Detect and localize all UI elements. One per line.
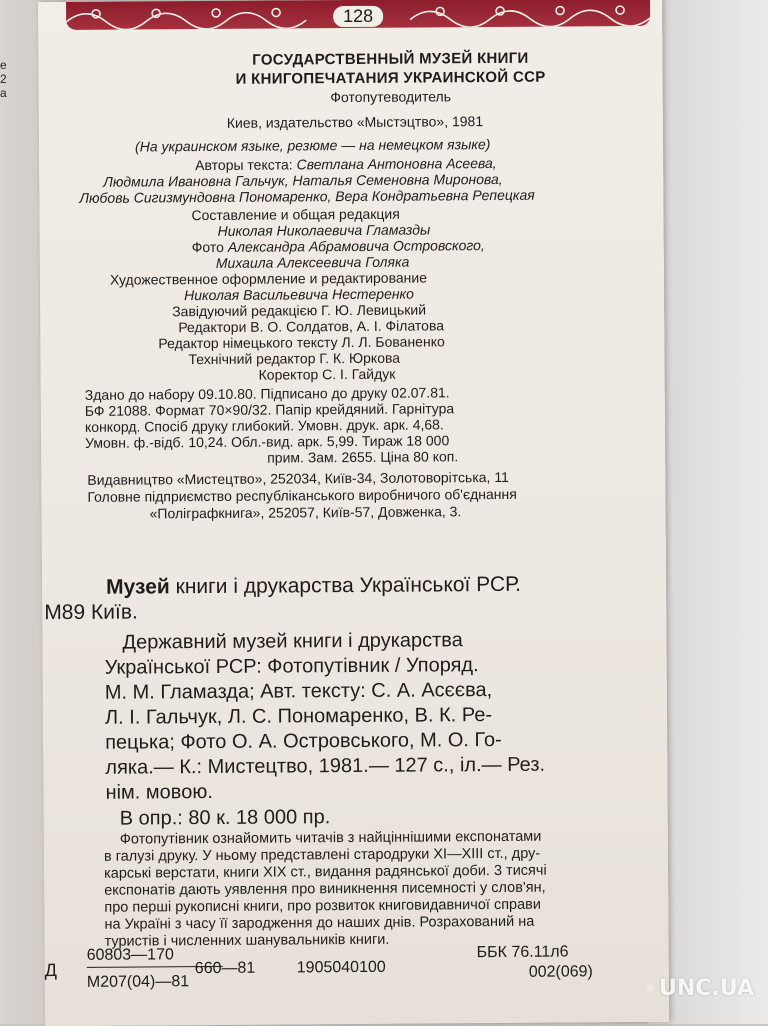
price-line: В опр.: 80 к. 18 000 пр. xyxy=(119,806,331,830)
bbk-code: ББК 76.11л6 xyxy=(476,943,569,962)
watermark xyxy=(646,968,754,1008)
desc-line-5: пецька; Фото О. А. Островського, М. О. Го- xyxy=(105,728,502,754)
catalog-index-line xyxy=(44,599,138,626)
art-label: Художественное оформление и редактирование xyxy=(109,269,428,288)
desc-line-6: ляка.— К.: Мистецтво, 1981.— 127 с., іл.— Рез. xyxy=(105,753,546,779)
photo-name-1: Александра Абрамовича Островского, xyxy=(227,237,485,255)
desc-line-3: М. М. Гламазда; Авт. тексту: С. А. Асєєва, xyxy=(104,679,493,704)
summary-line-4: експонатів дають уявлення про виникнення писемності у слов'ян, xyxy=(104,879,546,899)
german-editor: Редактор німецького тексту Л. Л. Бованенко xyxy=(158,333,445,352)
author-1: Светлана Антоновна Асеева, xyxy=(296,154,497,173)
code-letter: Д xyxy=(44,960,58,981)
title-line-2: И КНИГОПЕЧАТАНИЯ УКРАИНСКОЙ ССР xyxy=(235,68,546,88)
authors-line-3: Любовь Сигизмундовна Пономаренко, Вера Кондратьевна Репецкая xyxy=(79,186,535,206)
code-2: 660—81 xyxy=(194,959,256,978)
code-denominator: М207(04)—81 xyxy=(86,973,190,991)
desc-line-7: нім. мовою. xyxy=(105,780,213,804)
compilation-name-text: Николая Николаевича Гламазды xyxy=(217,221,431,239)
desc-line-1: Державний музей книги і друкарства xyxy=(122,629,463,654)
catalog-index: М89 xyxy=(44,600,86,625)
summary-line-7: туристів і численних шанувальників книги. xyxy=(104,931,390,950)
authors-line-2: Людмила Ивановна Гальчук, Наталья Семеновна Миронова, xyxy=(103,170,503,190)
city-line: Киев, издательство «Мыстэцтво», 1981 xyxy=(226,113,484,131)
edge-char: е xyxy=(0,58,7,72)
code-numerator: 60803—170 xyxy=(86,946,174,964)
authors-label: Авторы текста: xyxy=(195,156,293,174)
header-block xyxy=(160,48,620,107)
summary-line-2: в галузі друку. У ньому представлені стародруки XI—XIII ст., дру- xyxy=(103,845,541,865)
print-line-4: Умовн. ф.-відб. 10,24. Обл.-вид. арк. 5,99. Тираж 18 000 xyxy=(85,432,450,451)
desc-line-2: Української РСР: Фотопутівник / Упоряд. xyxy=(104,654,479,679)
bbk-code-2: 002(069) xyxy=(528,963,593,981)
subtitle: Фотопутеводитель xyxy=(330,88,452,106)
book-page xyxy=(38,0,669,1026)
print-line-5: прим. Зам. 2655. Ціна 80 коп. xyxy=(267,448,459,466)
catalog-heading xyxy=(106,572,521,601)
edge-char: 2 xyxy=(0,72,7,86)
adjacent-page-edge xyxy=(0,58,12,100)
code-3: 1905040100 xyxy=(296,958,386,977)
summary-line-6: на Україні з часу її зародження до наших днів. Розрахований на xyxy=(104,913,535,933)
catalog-heading-rest: книги і друкарства Української РСР. xyxy=(175,572,522,599)
head-editor: Завідуючий редакцією Г. Ю. Левицький xyxy=(172,301,427,320)
print-line-3: конкорд. Спосіб друку глибокий. Умовн. друк. арк. 4,68. xyxy=(84,416,444,435)
photo-label: Фото xyxy=(191,238,224,256)
print-line-2: БФ 21088. Формат 70×90/32. Папір крейдяний. Гарнітура xyxy=(84,400,455,419)
summary-line-1: Фотопутівник ознайомить читачів з найціннішими експонатами xyxy=(119,828,542,848)
edge-char: а xyxy=(0,86,7,100)
publisher-line-2: Головне підприємство республіканського виробничого об'єднання xyxy=(87,485,517,505)
watermark-star-icon xyxy=(646,977,655,999)
summary-line-3: карські верстати, книги XIX ст., видання радянської доби. 3 тисячі xyxy=(104,862,547,882)
publisher-line-1: Видавництво «Мистецтво», 252034, Київ-34, Золотоворітська, 11 xyxy=(87,468,509,488)
photo-name-2: Михаила Алексеевича Голяка xyxy=(215,253,410,271)
art-name: Николая Васильевича Нестеренко xyxy=(184,285,414,304)
catalog-heading-bold: Музей xyxy=(106,575,170,599)
catalog-city: Київ. xyxy=(90,600,138,624)
summary-line-5: про перші рукописні книги, про розвиток книговидавничої справи xyxy=(104,896,542,916)
publisher-line-3: «Поліграфкнига», 252057, Київ-57, Довженка, 3. xyxy=(149,503,462,522)
language-note: (На украинском языке, резюме — на немецком языке) xyxy=(134,136,491,155)
compilation-label: Составление и общая редакция xyxy=(191,205,400,224)
proofreader: Коректор С. І. Гайдук xyxy=(258,365,396,383)
print-line-1: Здано до набору 09.10.80. Підписано до друку 02.07.81. xyxy=(84,384,450,403)
title-line-1: ГОСУДАРСТВЕННЫЙ МУЗЕЙ КНИГИ xyxy=(252,49,529,69)
tech-editor: Технічний редактор Г. К. Юркова xyxy=(188,349,401,368)
page-number: 128 xyxy=(333,6,383,27)
watermark-text: UNC.UA xyxy=(659,975,754,1001)
editors: Редактори В. О. Солдатов, А. І. Філатова xyxy=(178,317,445,336)
desc-line-4: Л. І. Гальчук, Л. С. Пономаренко, В. К. Ре- xyxy=(104,704,493,729)
